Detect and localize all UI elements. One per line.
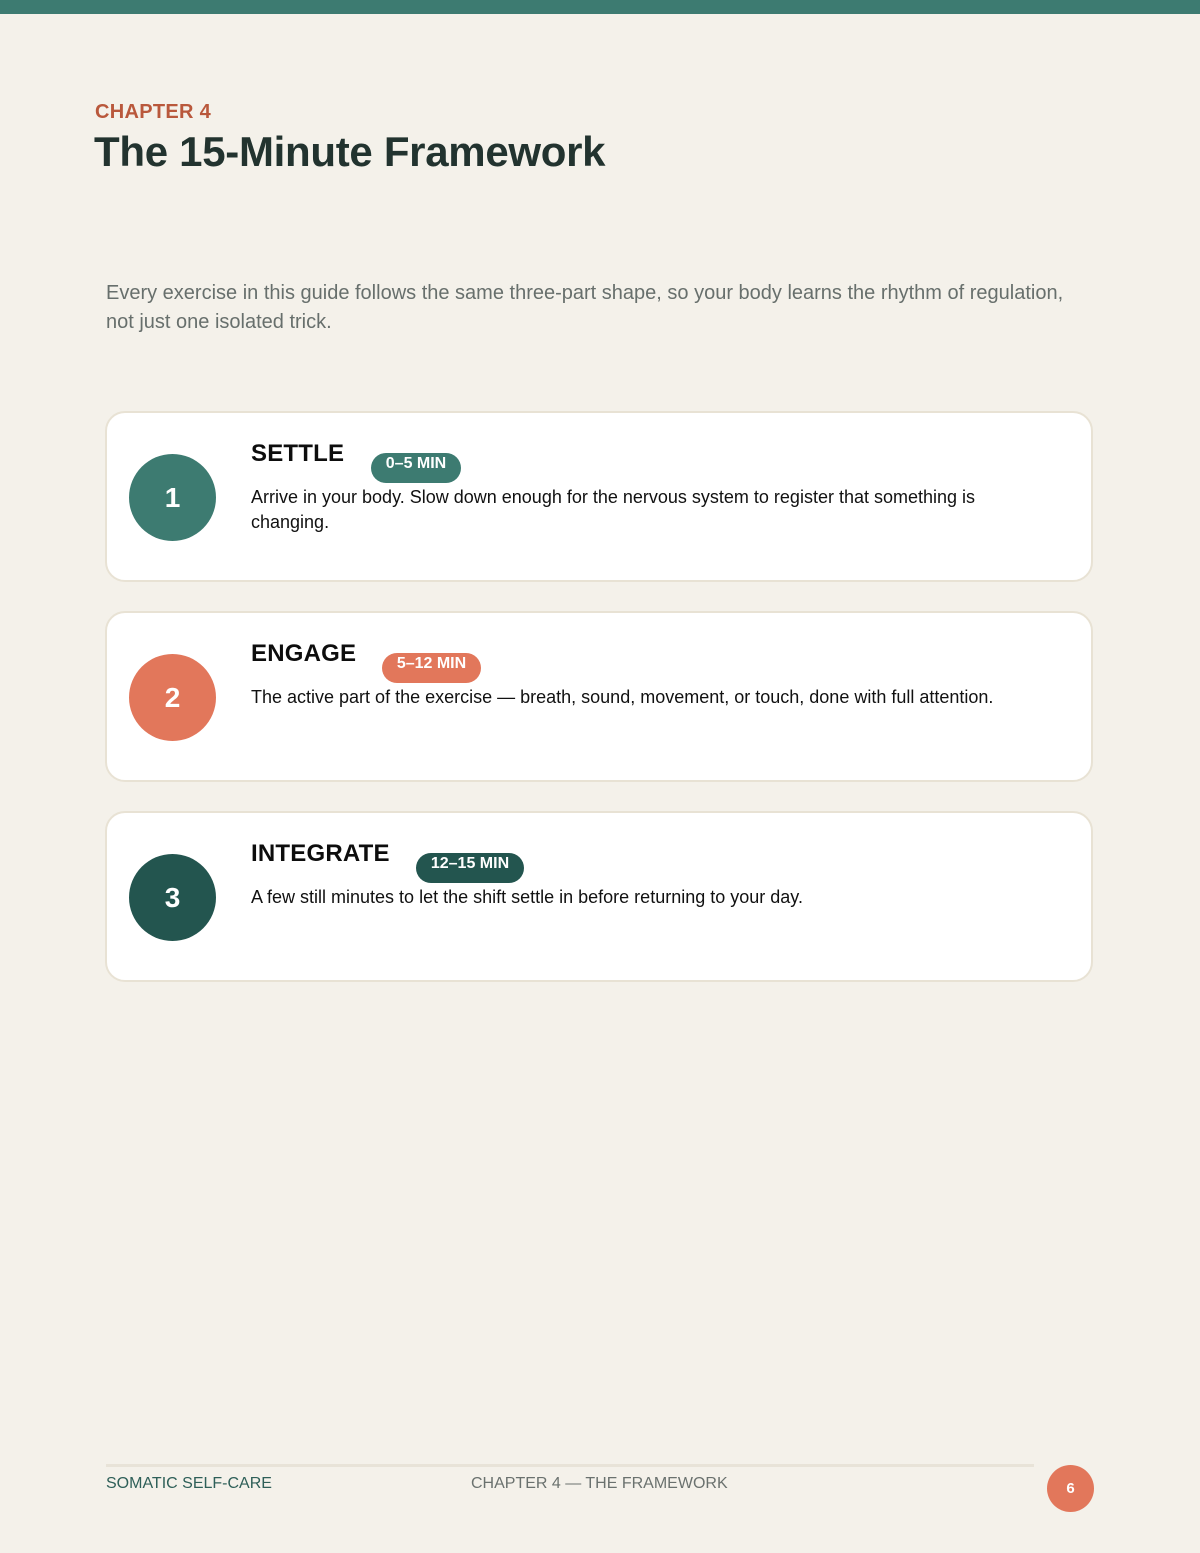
step-number-circle: 1 bbox=[129, 454, 216, 541]
chapter-label: CHAPTER 4 bbox=[95, 101, 212, 123]
step-card-integrate bbox=[105, 811, 1093, 982]
time-badge: 5–12 MIN bbox=[382, 653, 481, 683]
page-title: The 15-Minute Framework bbox=[94, 128, 606, 175]
step-title: SETTLE bbox=[251, 440, 345, 467]
footer-book-title: SOMATIC SELF-CARE bbox=[106, 1475, 272, 1492]
step-description: The active part of the exercise — breath, sound, movement, or touch, done with full attention. bbox=[251, 687, 994, 707]
step-number-circle: 2 bbox=[129, 654, 216, 741]
step-description: Arrive in your body. Slow down enough for the nervous system to register that something is changing. bbox=[251, 487, 976, 532]
footer-chapter-title: CHAPTER 4 — THE FRAMEWORK bbox=[471, 1475, 728, 1492]
intro-paragraph: Every exercise in this guide follows the same three-part shape, so your body learns the rhythm of regulation, not just one isolated trick. bbox=[106, 282, 1064, 333]
step-card-settle bbox=[105, 411, 1093, 582]
step-description: A few still minutes to let the shift settle in before returning to your day. bbox=[251, 887, 803, 907]
top-accent-bar bbox=[0, 0, 1200, 14]
step-card-engage bbox=[105, 611, 1093, 782]
step-number-circle: 3 bbox=[129, 854, 216, 941]
time-badge: 12–15 MIN bbox=[416, 853, 524, 883]
footer-divider bbox=[106, 1464, 1034, 1467]
page-number-badge: 6 bbox=[1047, 1465, 1094, 1512]
step-title: ENGAGE bbox=[251, 640, 357, 667]
step-title: INTEGRATE bbox=[251, 840, 390, 867]
time-badge: 0–5 MIN bbox=[371, 453, 461, 483]
